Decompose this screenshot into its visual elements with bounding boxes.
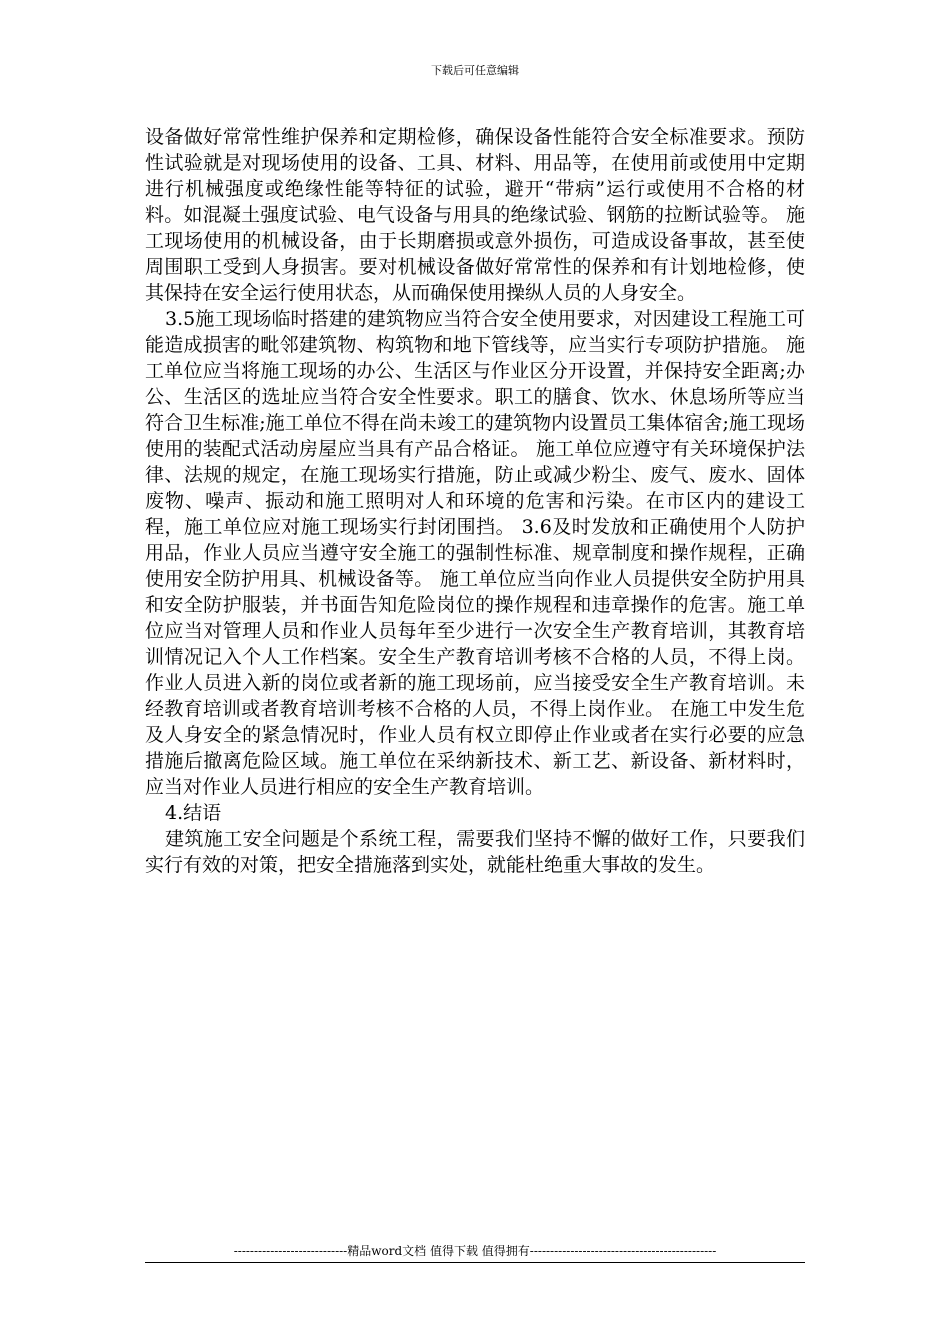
paragraph-site-safety: 3.5施工现场临时搭建的建筑物应当符合安全使用要求，对因建设工程施工可能造成损害的毗邻建筑物、构筑物和地下管线等，应当实行专项防护措施。 施工单位应当将施工现场的办公、生活区与作业区分开设置，并保持安全距离;办公、生活区的选址应当符合安全性要求。职工的膳食、饮水、休息场所等应当符合卫生标准;施工单位不得在尚未竣工的建筑物内设置员工集体宿舍;施工现场使用的装配式活动房屋应当具有产品合格证。 施工单位应遵守有关环境保护法律、法规的规定，在施工现场实行措施，防止或减少粉尘、废气、废水、固体废物、噪声、振动和施工照明对人和环境的危害和污染。在市区内的建设工程，施工单位应对施工现场实行封闭围挡。 3.6及时发放和正确使用个人防护用品，作业人员应当遵守安全施工的强制性标准、规章制度和操作规程，正确使用安全防护用具、机械设备等。 施工单位应当向作业人员提供安全防护用具和安全防护服装，并书面告知危险岗位的操作规程和违章操作的危害。施工单位应当对管理人员和作业人员每年至少进行一次安全生产教育培训，其教育培训情况记入个人工作档案。安全生产教育培训考核不合格的人员，不得上岗。作业人员进入新的岗位或者新的施工现场前，应当接受安全生产教育培训。未经教育培训或者教育培训考核不合格的人员，不得上岗作业。 在施工中发生危及人身安全的紧急情况时，作业人员有权立即停止作业或者在实行必要的应急措施后撤离危险区域。施工单位在采纳新技术、新工艺、新设备、新材料时，应当对作业人员进行相应的安全生产教育培训。	[145, 308, 805, 798]
section-heading-conclusion: 4.结语	[165, 802, 222, 824]
paragraph-conclusion: 建筑施工安全问题是个系统工程，需要我们坚持不懈的做好工作，只要我们实行有效的对策，把安全措施落到实处，就能杜绝重大事故的发生。	[145, 828, 805, 876]
page-footer: ----------------------------精品word文档 值得下载 值得拥有----------------------------------------------	[145, 1244, 805, 1263]
document-body	[145, 124, 805, 878]
paragraph-equipment-maintenance: 设备做好常常性维护保养和定期检修，确保设备性能符合安全标准要求。预防性试验就是对现场使用的设备、工具、材料、用品等，在使用前或使用中定期进行机械强度或绝缘性能等特征的试验，避开“带病”运行或使用不合格的材料。如混凝土强度试验、电气设备与用具的绝缘试验、钢筋的拉断试验等。 施工现场使用的机械设备，由于长期磨损或意外损伤，可造成设备事故，甚至使周围职工受到人身损害。要对机械设备做好常常性的保养和有计划地检修，使其保持在安全运行使用状态，从而确保使用操纵人员的人身安全。	[145, 126, 805, 304]
page-header: 下载后可任意编辑	[431, 64, 519, 77]
